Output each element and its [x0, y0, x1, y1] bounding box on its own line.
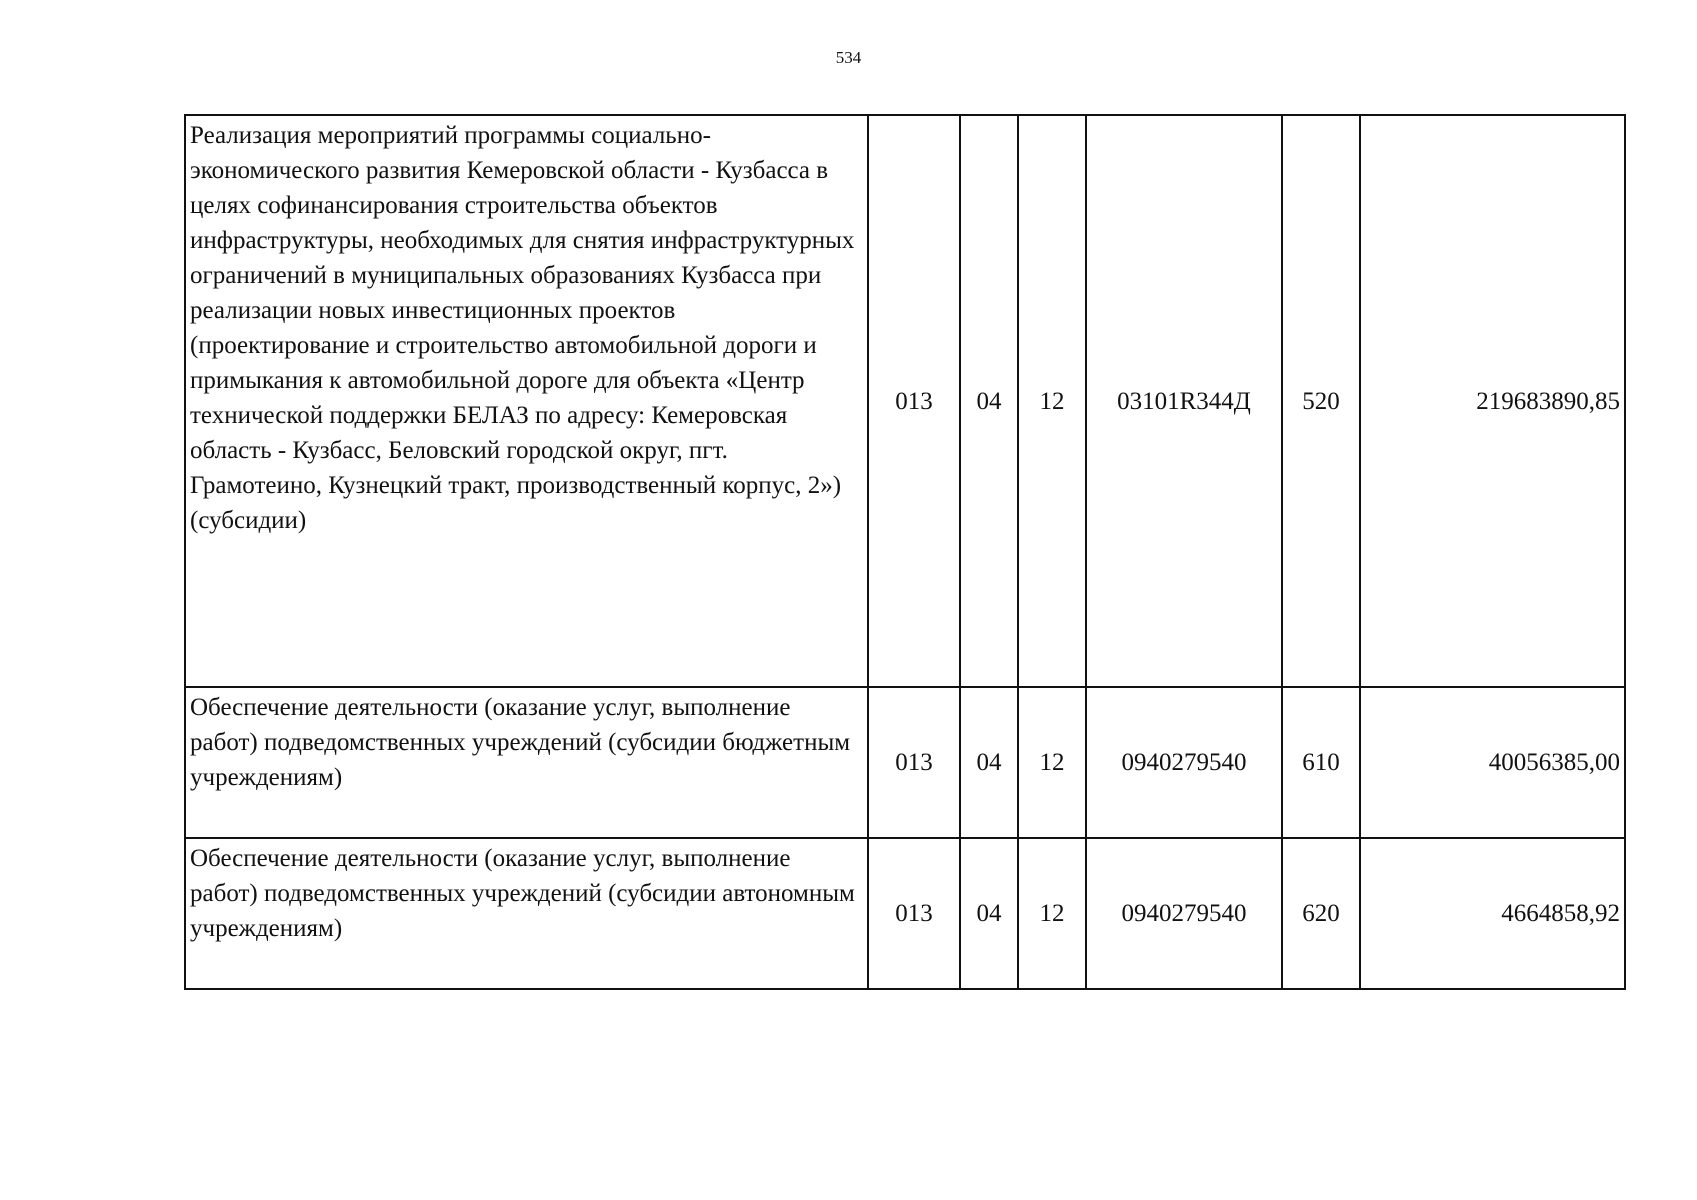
- amount-cell: 40056385,00: [1360, 687, 1625, 838]
- department-code-cell: 013: [868, 687, 960, 838]
- expense-name-cell: Обеспечение деятельности (оказание услуг, выполнение работ) подведомственных учреждений (субсидии бюджетным учреждениям): [185, 687, 868, 838]
- target-article-cell: 03101R344Д: [1086, 115, 1282, 687]
- table-row: [185, 115, 1625, 687]
- target-article-cell: 0940279540: [1086, 687, 1282, 838]
- section-code-cell: 04: [960, 838, 1018, 989]
- section-code-cell: 04: [960, 687, 1018, 838]
- subsection-code-cell: 12: [1018, 115, 1086, 687]
- target-article-cell: 0940279540: [1086, 838, 1282, 989]
- department-code-cell: 013: [868, 115, 960, 687]
- department-code-cell: 013: [868, 838, 960, 989]
- expense-type-cell: 620: [1282, 838, 1360, 989]
- subsection-code-cell: 12: [1018, 687, 1086, 838]
- page-number: 534: [835, 48, 862, 67]
- expense-name-cell: Реализация мероприятий программы социально-экономического развития Кемеровской области - Кузбасса в целях софинансирования строительства объектов инфраструктуры, необходимых для снятия инфраструктурных ограничений в муниципальных образованиях Кузбасса при реализации новых инвестиционных проектов (проектирование и строительство автомобильной дороги и примыкания к автомобильной дороге для объекта «Центр технической поддержки БЕЛАЗ по адресу: Кемеровская область - Кузбасс, Беловский городской округ, пгт. Грамотеино, Кузнецкий тракт, производственный корпус, 2») (субсидии): [185, 115, 868, 687]
- expense-type-cell: 610: [1282, 687, 1360, 838]
- table-row: [185, 838, 1625, 989]
- amount-cell: 4664858,92: [1360, 838, 1625, 989]
- section-code-cell: 04: [960, 115, 1018, 687]
- table-row: [185, 687, 1625, 838]
- expense-type-cell: 520: [1282, 115, 1360, 687]
- subsection-code-cell: 12: [1018, 838, 1086, 989]
- expense-name-cell: Обеспечение деятельности (оказание услуг, выполнение работ) подведомственных учреждений (субсидии автономным учреждениям): [185, 838, 868, 989]
- amount-cell: 219683890,85: [1360, 115, 1625, 687]
- budget-table: [184, 114, 1626, 990]
